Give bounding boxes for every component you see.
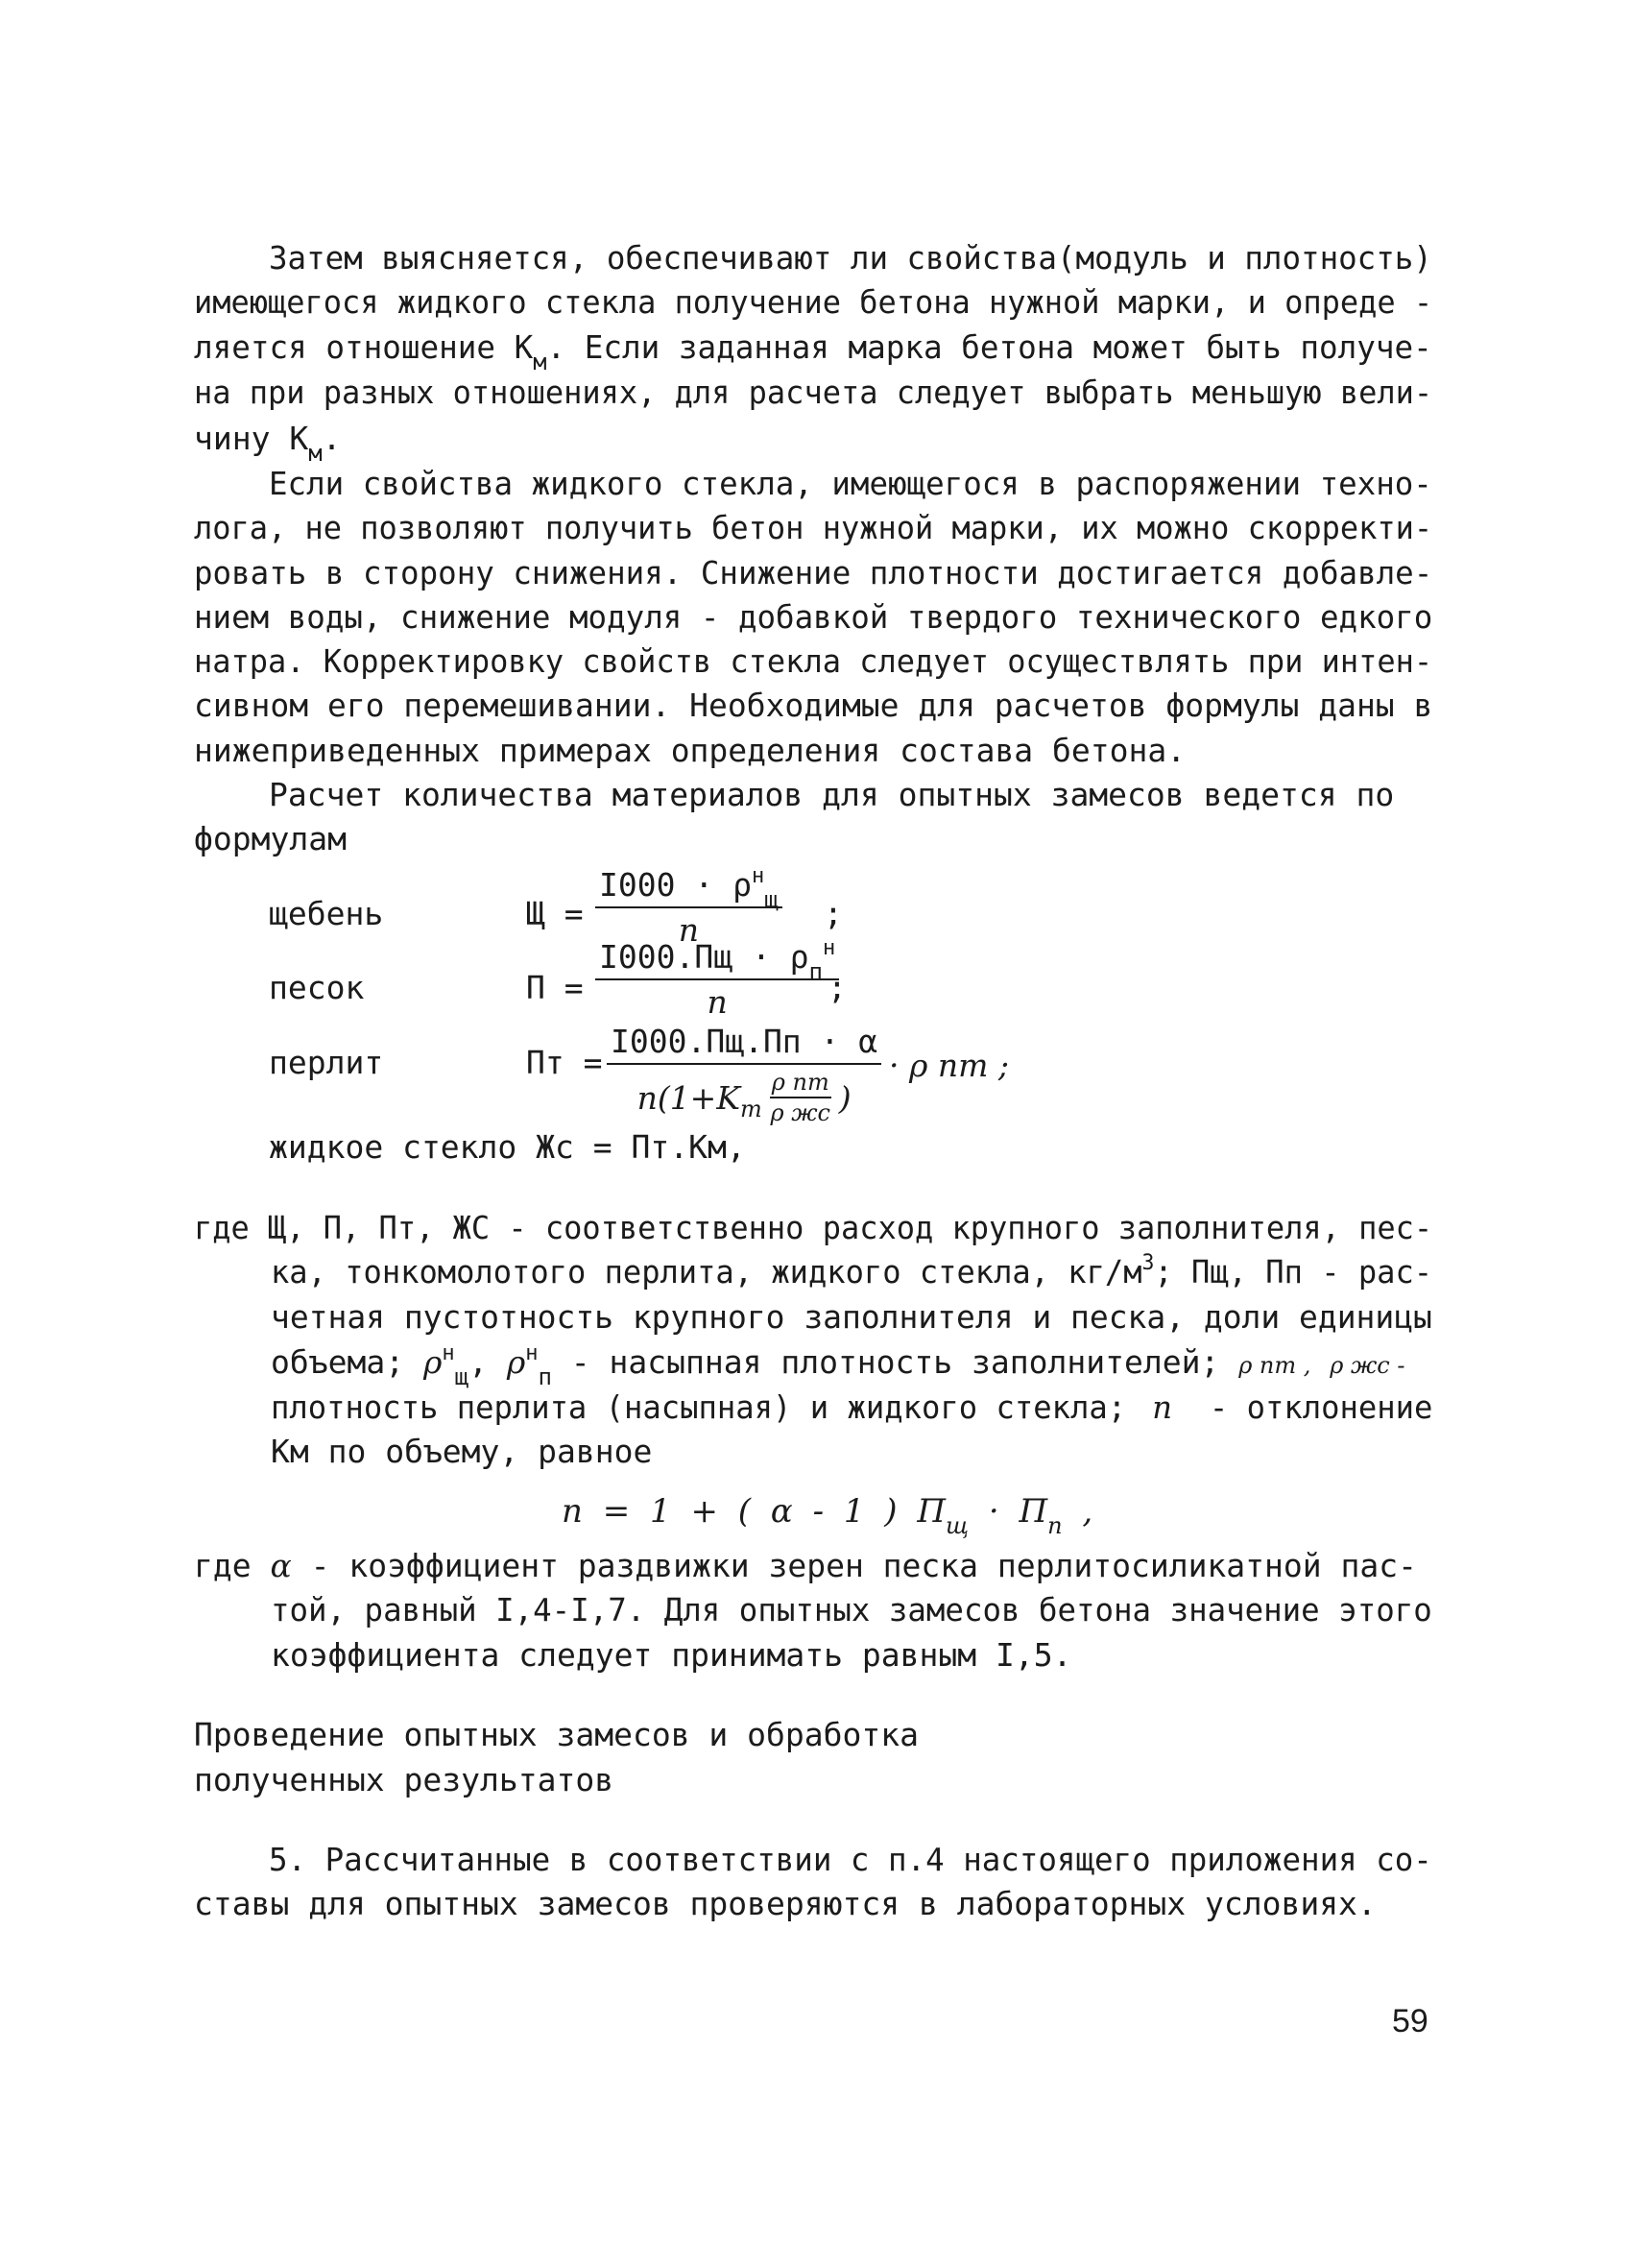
where1-line-4-end: - насыпная плотность заполнителей; (570, 1343, 1220, 1381)
formula-gravel-lhs: Щ = (526, 895, 584, 932)
p1-line-3-start: ляется отношение К (194, 328, 534, 366)
rho-sand-sub: п (538, 1363, 552, 1390)
p1-line-2: имеющегося жидкого стекла получение бетона нужной марки, и опреде - (194, 283, 1433, 321)
p2-line-4: нием воды, снижение модуля - добавкой твердого технического едкого (194, 598, 1433, 636)
where1-line-1: где Щ, П, Пт, ЖС - соответственно расход крупного заполнителя, пес- (194, 1209, 1433, 1246)
formula-sand-fraction (595, 936, 839, 1021)
where1-line-2 (271, 1251, 1433, 1291)
equation-n-sub1: щ (946, 1512, 970, 1539)
formula-sand-denominator: n (707, 983, 728, 1021)
formula-gravel-fraction (595, 864, 782, 949)
where2-line-1 (194, 1547, 1417, 1584)
formula-gravel-sup: н (751, 864, 765, 888)
where1-line-6: Км по объему, равное (271, 1433, 653, 1470)
where1-line-5-end: - отклонение (1209, 1388, 1433, 1426)
p1-line-3 (194, 328, 1432, 375)
where1-line-2-end: ; Пщ, Пп - рас- (1154, 1253, 1433, 1291)
p1-line-5 (194, 420, 342, 467)
p1-line-4: на при разных отношениях, для расчета следует выбрать меньшую вели- (194, 374, 1433, 411)
section-heading-line-2: полученных результатов (194, 1761, 614, 1798)
km-subscript: м (533, 349, 547, 375)
where2-line-1-end: - коэффициент раздвижки зерен песка перлитосиликатной пас- (310, 1547, 1417, 1584)
formula-perlite-den-prefix: n(1+K (636, 1078, 740, 1117)
formula-sand-sup: н (823, 936, 836, 960)
p5-line-2: ставы для опытных замесов проверяются в лабораторных условиях. (194, 1885, 1377, 1922)
formula-sand-lhs: П = (526, 969, 584, 1006)
formula-sand-label: песок (269, 969, 365, 1006)
rho-sand-sup: н (525, 1341, 539, 1365)
p5-line-1: 5. Рассчитанные в соответствии с п.4 настоящего приложения со- (269, 1841, 1432, 1878)
cube-superscript: 3 (1141, 1251, 1155, 1275)
p2-line-6: сивном его перемешивании. Необходимые для расчетов формулы даны в (194, 687, 1433, 724)
p1-line-3-end: . Если заданная марка бетона может быть получе- (546, 328, 1432, 366)
where1-line-3: четная пустотность крупного заполнителя и песка, доли единицы (271, 1298, 1432, 1336)
p3-line-1: Расчет количества материалов для опытных замесов ведется по (269, 776, 1395, 813)
km-subscript-2: м (308, 440, 323, 467)
where1-line-4-start: объема; (271, 1343, 405, 1381)
formula-gravel-numerator: I000 · ρ (599, 866, 752, 904)
equation-n-sub2: п (1047, 1512, 1063, 1539)
formula-perlite-lhs: Пт = (526, 1044, 603, 1081)
formula-perlite-label: перлит (269, 1044, 384, 1081)
formula-perlite-denominator: n(1+K m ρ пт ρ жс ) (636, 1069, 852, 1126)
rho-pt-symbol: ρ пт , (1238, 1352, 1311, 1379)
page-number: 59 (1392, 2003, 1428, 2039)
rho-gravel-sub: щ (454, 1363, 469, 1390)
p2-line-2: лога, не позволяют получить бетон нужной марки, их можно скорректи- (194, 509, 1433, 546)
formula-gravel-end: ; (824, 895, 843, 932)
equation-n-main: n = 1 + ( α - 1 ) П (562, 1492, 947, 1531)
rho-zhs-symbol: ρ жс - (1330, 1352, 1405, 1379)
formula-perlite-tail: · ρ пт ; (889, 1047, 1010, 1084)
equation-n (562, 1492, 1093, 1539)
where2-prefix: где (194, 1547, 252, 1584)
rho-gravel-sup: н (442, 1341, 455, 1365)
rho-sand-symbol: ρ (506, 1343, 526, 1381)
where2-line-3: коэффициента следует принимать равным I,5. (271, 1636, 1072, 1674)
where1-line-5 (271, 1388, 1433, 1426)
p2-line-7: нижеприведенных примерах определения состава бетона. (194, 732, 1187, 769)
alpha-symbol: α (270, 1547, 292, 1584)
p1-line-5-start: чину К (194, 420, 309, 457)
p3-line-2: формулам (194, 820, 347, 857)
where1-line-5-start: плотность перлита (насыпная) и жидкого стекла; (271, 1388, 1127, 1426)
p2-line-3: ровать в сторону снижения. Снижение плотности достигается добавле- (194, 554, 1433, 591)
where1-line-2-start: ка, тонкомолотого перлита, жидкого стекла, кг/м (271, 1253, 1142, 1291)
formula-perlite-inner-den: ρ жс (770, 1099, 830, 1126)
formula-perlite-numerator: I000.Пщ.Пп · α (607, 1025, 881, 1065)
formula-sand-numerator: I000.Пщ · ρ (599, 938, 809, 976)
p1-line-5-end: . (322, 420, 342, 457)
section-heading-line-1: Проведение опытных замесов и обработка (194, 1716, 919, 1753)
where1-line-4: объема; $\rho^н_щ$, $\rho^н_п$ - насыпная плотность заполнителей; ρ пт , ρ жс - (271, 1341, 1405, 1390)
formula-gravel-label: щебень (269, 895, 384, 932)
equation-n-mid: · П (969, 1492, 1048, 1531)
formula-perlite-inner-fraction (770, 1071, 831, 1124)
formula-glass-line: жидкое стекло Жс = Пт.Км, (269, 1128, 746, 1166)
formula-perlite-inner-num: ρ пт (770, 1071, 831, 1098)
formula-gravel-sub: щ (764, 886, 779, 913)
formula-gravel-denominator: n (678, 911, 699, 949)
formula-perlite-fraction (607, 1025, 881, 1124)
formula-perlite-den-sub: m (740, 1096, 762, 1122)
p2-line-5: натра. Корректировку свойств стекла следует осуществлять при интен- (194, 642, 1433, 680)
p2-line-1: Если свойства жидкого стекла, имеющегося в распоряжении техно- (269, 465, 1432, 502)
equation-n-end: , (1062, 1492, 1093, 1531)
rho-gravel-symbol: ρ (422, 1343, 443, 1381)
where2-line-2: той, равный I,4-I,7. Для опытных замесов бетона значение этого (271, 1591, 1432, 1629)
formula-sand-sub: п (808, 958, 823, 985)
formula-sand-end: ; (828, 969, 847, 1006)
p1-line-1: Затем выясняется, обеспечивают ли свойства(модуль и плотность) (269, 239, 1432, 277)
n-symbol: n (1152, 1388, 1172, 1426)
